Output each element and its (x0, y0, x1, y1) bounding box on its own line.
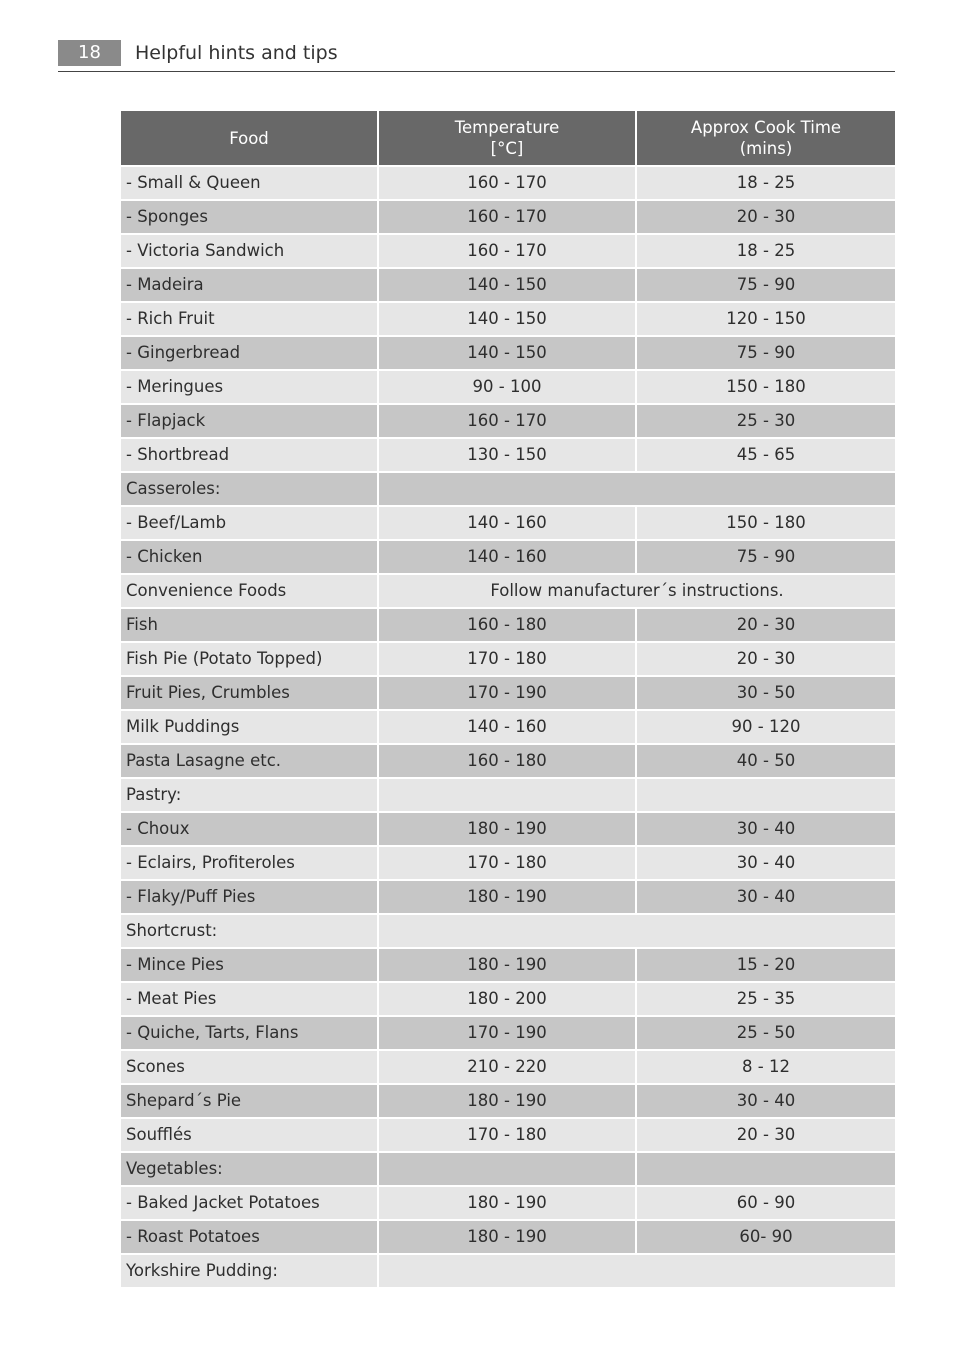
cook-time-cell: 60 - 90 (637, 1187, 895, 1221)
temperature-cell: 180 - 190 (379, 1085, 637, 1119)
temperature-cell: 170 - 190 (379, 1017, 637, 1051)
table-row (121, 371, 895, 405)
food-cell: Milk Puddings (121, 711, 379, 745)
column-header-cook-time-unit: (mins) (739, 139, 793, 158)
table-header-row (121, 111, 895, 167)
temperature-cell: 140 - 160 (379, 711, 637, 745)
table-row (121, 677, 895, 711)
page-number: 18 (58, 40, 121, 66)
temperature-cell (379, 779, 637, 813)
temperature-cell: 210 - 220 (379, 1051, 637, 1085)
temperature-cell: 170 - 180 (379, 1119, 637, 1153)
table-row (121, 609, 895, 643)
table-row (121, 1119, 895, 1153)
table-row (121, 303, 895, 337)
cook-time-cell: 18 - 25 (637, 235, 895, 269)
food-cell: - Small & Queen (121, 167, 379, 201)
column-header-food (121, 111, 379, 167)
table-row (121, 1153, 895, 1187)
food-cell: - Flapjack (121, 405, 379, 439)
food-cell: - Meringues (121, 371, 379, 405)
food-cell: Pasta Lasagne etc. (121, 745, 379, 779)
temperature-cell: 140 - 150 (379, 303, 637, 337)
temperature-cell: 180 - 190 (379, 813, 637, 847)
food-cell: - Rich Fruit (121, 303, 379, 337)
cook-time-cell: 20 - 30 (637, 643, 895, 677)
table-row (121, 235, 895, 269)
table-row (121, 439, 895, 473)
cook-time-cell: 30 - 50 (637, 677, 895, 711)
temperature-cell: 140 - 160 (379, 507, 637, 541)
cook-time-cell: 30 - 40 (637, 813, 895, 847)
cook-time-cell: 150 - 180 (637, 371, 895, 405)
cook-time-cell: 30 - 40 (637, 881, 895, 915)
food-cell: Scones (121, 1051, 379, 1085)
table-row (121, 1187, 895, 1221)
cook-time-cell: 20 - 30 (637, 609, 895, 643)
food-cell: - Baked Jacket Potatoes (121, 1187, 379, 1221)
cook-time-cell: 8 - 12 (637, 1051, 895, 1085)
table-row (121, 779, 895, 813)
cook-time-cell: 15 - 20 (637, 949, 895, 983)
table-row (121, 949, 895, 983)
food-cell: Yorkshire Pudding: (121, 1255, 379, 1289)
food-cell: Casseroles: (121, 473, 379, 507)
temperature-cell: 170 - 180 (379, 847, 637, 881)
temperature-cell (379, 1153, 637, 1187)
food-cell: - Quiche, Tarts, Flans (121, 1017, 379, 1051)
food-cell: - Roast Potatoes (121, 1221, 379, 1255)
food-cell: - Victoria Sandwich (121, 235, 379, 269)
table-row (121, 167, 895, 201)
cook-time-cell: 25 - 50 (637, 1017, 895, 1051)
temperature-cell: 130 - 150 (379, 439, 637, 473)
merged-cell (379, 1255, 895, 1289)
cook-time-cell: 150 - 180 (637, 507, 895, 541)
cook-time-cell: 20 - 30 (637, 201, 895, 235)
food-cell: - Flaky/Puff Pies (121, 881, 379, 915)
table-row (121, 1051, 895, 1085)
cooking-table (121, 111, 895, 1289)
food-cell: - Beef/Lamb (121, 507, 379, 541)
temperature-cell: 160 - 170 (379, 405, 637, 439)
merged-cell: Follow manufacturer´s instructions. (379, 575, 895, 609)
food-cell: - Mince Pies (121, 949, 379, 983)
cook-time-cell: 75 - 90 (637, 541, 895, 575)
column-header-temperature (379, 111, 637, 167)
temperature-cell: 160 - 180 (379, 609, 637, 643)
food-cell: - Chicken (121, 541, 379, 575)
cook-time-cell: 45 - 65 (637, 439, 895, 473)
table-row (121, 405, 895, 439)
food-cell: Fish Pie (Potato Topped) (121, 643, 379, 677)
temperature-cell: 160 - 170 (379, 201, 637, 235)
food-cell: Shepard´s Pie (121, 1085, 379, 1119)
food-cell: - Sponges (121, 201, 379, 235)
cook-time-cell: 18 - 25 (637, 167, 895, 201)
temperature-cell: 170 - 180 (379, 643, 637, 677)
cook-time-cell: 30 - 40 (637, 1085, 895, 1119)
temperature-cell: 170 - 190 (379, 677, 637, 711)
cook-time-cell (637, 1153, 895, 1187)
food-cell: Fruit Pies, Crumbles (121, 677, 379, 711)
cook-time-cell: 75 - 90 (637, 269, 895, 303)
table-row (121, 473, 895, 507)
food-cell: - Madeira (121, 269, 379, 303)
cook-time-cell: 40 - 50 (637, 745, 895, 779)
table-row (121, 881, 895, 915)
merged-cell (379, 473, 895, 507)
cook-time-cell: 120 - 150 (637, 303, 895, 337)
table-row (121, 337, 895, 371)
temperature-cell: 180 - 190 (379, 1187, 637, 1221)
food-cell: Shortcrust: (121, 915, 379, 949)
table-row (121, 201, 895, 235)
food-cell: - Gingerbread (121, 337, 379, 371)
food-cell: - Choux (121, 813, 379, 847)
table-row (121, 915, 895, 949)
merged-cell (379, 915, 895, 949)
temperature-cell: 140 - 150 (379, 337, 637, 371)
cook-time-cell: 30 - 40 (637, 847, 895, 881)
food-cell: Convenience Foods (121, 575, 379, 609)
table-row (121, 745, 895, 779)
column-header-cook-time (637, 111, 895, 167)
food-cell: - Meat Pies (121, 983, 379, 1017)
temperature-cell: 160 - 180 (379, 745, 637, 779)
temperature-cell: 180 - 200 (379, 983, 637, 1017)
cook-time-cell: 25 - 35 (637, 983, 895, 1017)
food-cell: Vegetables: (121, 1153, 379, 1187)
table-row (121, 1221, 895, 1255)
temperature-cell: 180 - 190 (379, 881, 637, 915)
column-header-cook-time-label: Approx Cook Time (690, 118, 842, 137)
table-row (121, 847, 895, 881)
temperature-cell: 160 - 170 (379, 235, 637, 269)
cook-time-cell: 75 - 90 (637, 337, 895, 371)
cook-time-cell: 25 - 30 (637, 405, 895, 439)
cook-time-cell: 60- 90 (637, 1221, 895, 1255)
cook-time-cell: 90 - 120 (637, 711, 895, 745)
table-row (121, 643, 895, 677)
food-cell: - Eclairs, Profiteroles (121, 847, 379, 881)
table-row (121, 711, 895, 745)
column-header-temperature-label: Temperature (454, 118, 560, 137)
temperature-cell: 180 - 190 (379, 1221, 637, 1255)
cook-time-cell: 20 - 30 (637, 1119, 895, 1153)
cook-time-cell (637, 779, 895, 813)
table-row (121, 813, 895, 847)
food-cell: Soufflés (121, 1119, 379, 1153)
temperature-cell: 180 - 190 (379, 949, 637, 983)
page-header (58, 40, 895, 72)
table-row (121, 507, 895, 541)
table-row (121, 541, 895, 575)
temperature-cell: 140 - 160 (379, 541, 637, 575)
table-row (121, 1085, 895, 1119)
temperature-cell: 160 - 170 (379, 167, 637, 201)
column-header-food-label: Food (229, 128, 269, 148)
section-title: Helpful hints and tips (135, 42, 338, 64)
table-row (121, 983, 895, 1017)
temperature-cell: 140 - 150 (379, 269, 637, 303)
temperature-cell: 90 - 100 (379, 371, 637, 405)
column-header-temperature-unit: [°C] (490, 139, 524, 158)
table-row (121, 575, 895, 609)
table-body (121, 167, 895, 1289)
table-row (121, 1255, 895, 1289)
table-row (121, 1017, 895, 1051)
food-cell: - Shortbread (121, 439, 379, 473)
table-row (121, 269, 895, 303)
food-cell: Fish (121, 609, 379, 643)
food-cell: Pastry: (121, 779, 379, 813)
